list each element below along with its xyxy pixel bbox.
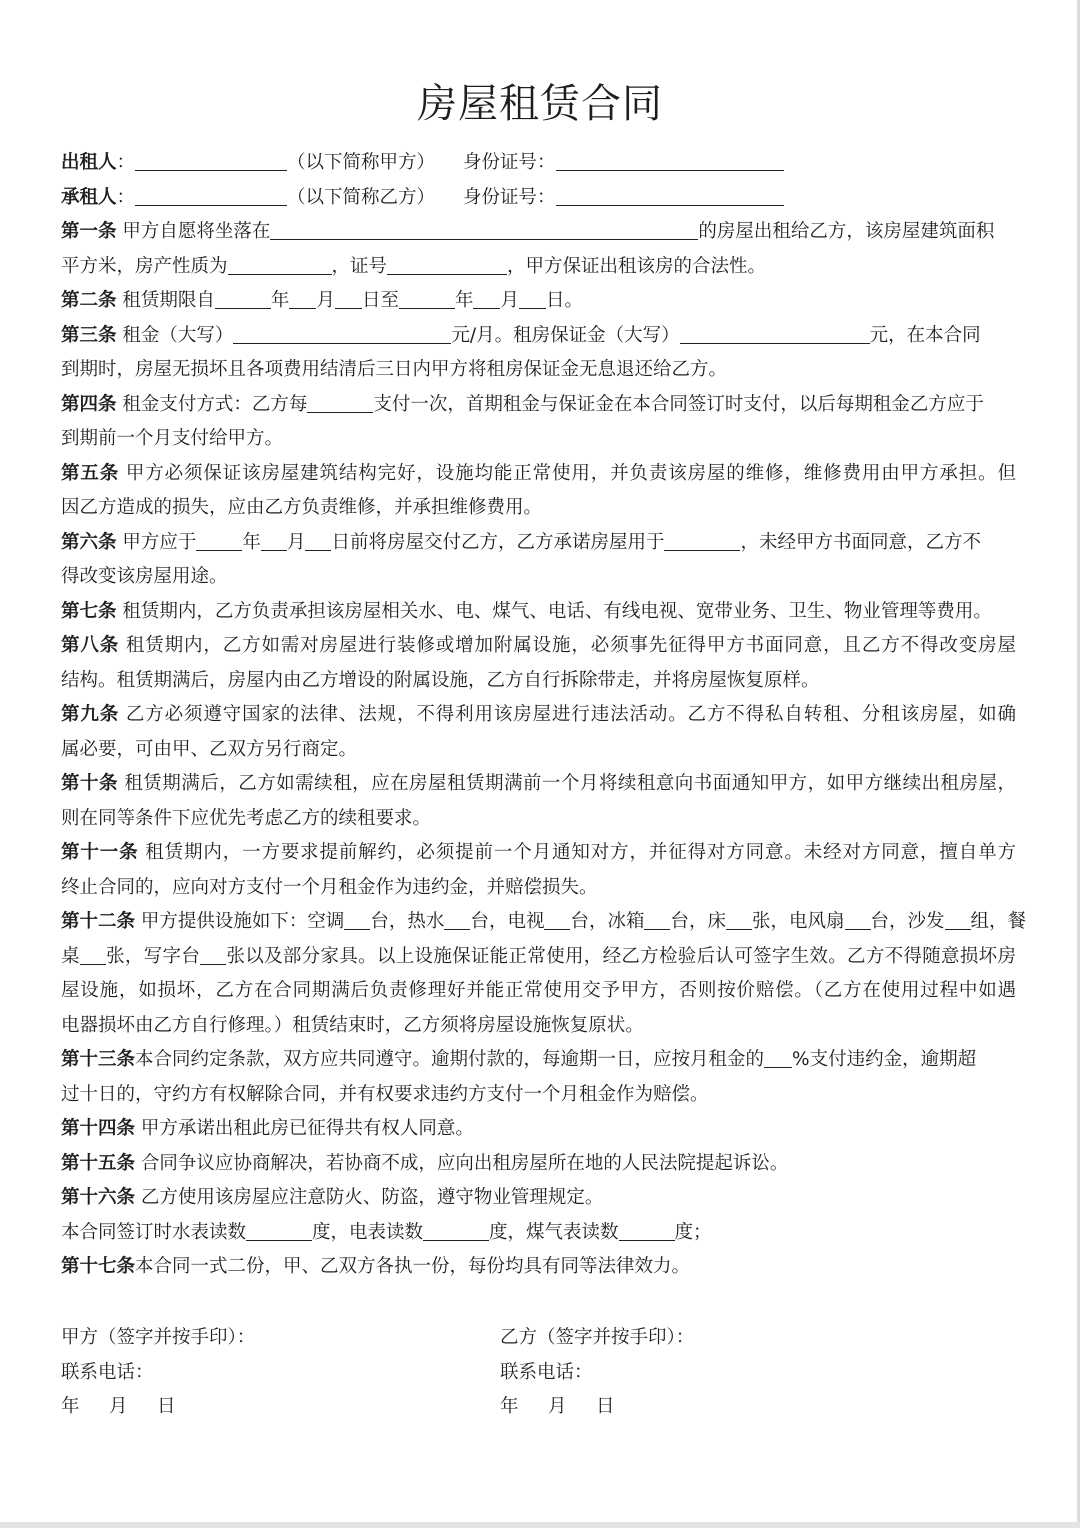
handover-year-blank[interactable] bbox=[196, 527, 242, 551]
lessor-label: 出租人 bbox=[61, 152, 117, 173]
article-5-label: 第五条 bbox=[61, 462, 120, 484]
article-text: 张，电风扇 bbox=[751, 911, 845, 932]
article-text: 桌 bbox=[61, 945, 80, 967]
article-text: 年 bbox=[454, 290, 474, 311]
payment-period-blank[interactable] bbox=[307, 389, 373, 413]
article-6-line-1 bbox=[61, 526, 1016, 561]
article-text: 到期时，房屋无损坏且各项费用结清后三日内甲方将租房保证金无息退还给乙方。 bbox=[61, 359, 728, 380]
water-meter-blank[interactable] bbox=[246, 1217, 312, 1241]
article-12-line-2 bbox=[61, 940, 1016, 975]
article-4-line-1 bbox=[61, 388, 1016, 423]
article-4-label: 第四条 bbox=[61, 393, 117, 415]
article-13-label: 第十三条 bbox=[61, 1049, 136, 1070]
date-year: 年 bbox=[61, 1396, 80, 1417]
date-month: 月 bbox=[109, 1396, 128, 1417]
article-text: 租金支付方式：乙方每 bbox=[122, 393, 308, 415]
article-text: 甲方应于 bbox=[122, 531, 197, 553]
penalty-percent-blank[interactable] bbox=[764, 1044, 792, 1068]
article-text: 乙方必须遵守国家的法律、法规，不得利用该房屋进行违法活动。乙方不得私自转租、分租该房屋，如确 bbox=[125, 704, 1016, 725]
property-nature-blank[interactable] bbox=[228, 251, 332, 275]
article-text: 租赁期内，乙方负责承担该房屋相关水、电、煤气、电话、有线电视、宽带业务、卫生、物业管理等费用。 bbox=[122, 600, 992, 622]
party-b-signature-block bbox=[500, 1321, 694, 1425]
article-text: 合同争议应协商解决，若协商不成，应向出租房屋所在地的人民法院提起诉讼。 bbox=[140, 1152, 789, 1174]
article-9-line-2 bbox=[61, 733, 1016, 768]
party-b-sign-label[interactable]: 乙方（签字并按手印）： bbox=[500, 1327, 695, 1348]
desk-count-blank[interactable] bbox=[200, 941, 226, 965]
article-text: 本合同一式二份，甲、乙双方各执一份，每份均具有同等法律效力。 bbox=[135, 1256, 691, 1277]
lessor-id-label: 身份证号： bbox=[463, 152, 556, 173]
party-a-phone-label[interactable]: 联系电话： bbox=[61, 1361, 154, 1383]
article-text: 的房屋出租给乙方，该房屋建筑面积 bbox=[698, 221, 995, 242]
lessee-name-blank[interactable] bbox=[135, 182, 287, 206]
article-text: 则在同等条件下应优先考虑乙方的续租要求。 bbox=[61, 807, 432, 829]
article-10-line-1 bbox=[61, 767, 1016, 802]
article-4-line-2 bbox=[61, 422, 1016, 457]
article-text: 甲方必须保证该房屋建筑结构完好，设施均能正常使用，并负责该房屋的维修，维修费用由甲方承担。但 bbox=[125, 462, 1016, 484]
article-11-line-1 bbox=[61, 836, 1016, 871]
article-2-label: 第二条 bbox=[61, 290, 117, 311]
article-text: 台，热水 bbox=[370, 911, 445, 932]
meter-readings-line bbox=[61, 1216, 1016, 1251]
rent-amount-blank[interactable] bbox=[233, 320, 451, 344]
bed-count-blank[interactable] bbox=[726, 906, 752, 930]
article-text: 元，在本合同 bbox=[869, 324, 981, 346]
article-14-label: 第十四条 bbox=[61, 1118, 136, 1139]
party-b-phone-label[interactable]: 联系电话： bbox=[500, 1361, 593, 1383]
article-text: %支付违约金，逾期超 bbox=[792, 1049, 977, 1070]
article-text: 租赁期满后，乙方如需续租，应在房屋租赁期满前一个月将续租意向书面通知甲方，如甲方继续出租房屋， bbox=[124, 773, 1016, 794]
article-text: 终止合同的，应向对方支付一个月租金作为违约金，并赔偿损失。 bbox=[61, 876, 598, 898]
party-a-date[interactable] bbox=[61, 1390, 255, 1425]
article-text: 租赁期内，乙方如需对房屋进行装修或增加附属设施，必须事先征得甲方书面同意，且乙方不得改变房屋 bbox=[125, 635, 1016, 656]
article-7-line-1 bbox=[61, 595, 1016, 630]
article-text: 张，写字台 bbox=[105, 945, 201, 967]
article-text: 度，煤气表读数 bbox=[489, 1221, 619, 1243]
document-title: 房屋租赁合同 bbox=[417, 81, 663, 127]
date-day: 日 bbox=[157, 1396, 176, 1417]
lessor-colon: ： bbox=[116, 152, 136, 173]
article-2-line-1 bbox=[61, 284, 1016, 319]
lessee-label: 承租人 bbox=[61, 186, 117, 208]
deposit-amount-blank[interactable] bbox=[680, 320, 870, 344]
article-5-line-2 bbox=[61, 491, 1016, 526]
article-text: 日前将房屋交付乙方，乙方承诺房屋用于 bbox=[331, 531, 665, 553]
gas-meter-blank[interactable] bbox=[619, 1217, 675, 1241]
article-16-line-1 bbox=[61, 1181, 1016, 1216]
article-13-line-1 bbox=[61, 1043, 1016, 1078]
lessor-id-blank[interactable] bbox=[556, 147, 784, 171]
article-text: 因乙方造成的损失，应由乙方负责维修，并承担维修费用。 bbox=[61, 497, 543, 518]
lease-end-year-blank[interactable] bbox=[399, 285, 455, 309]
article-text: 屋设施，如损坏，乙方在合同期满后负责修理好并能正常使用交予甲方，否则按价赔偿。（乙方在使用过程中如遇 bbox=[61, 980, 1016, 1001]
article-text: 日。 bbox=[546, 290, 584, 311]
article-text: ，证号 bbox=[331, 255, 388, 277]
article-8-label: 第八条 bbox=[61, 635, 120, 656]
article-text: 电器损坏由乙方自行修理。）租赁结束时，乙方须将房屋设施恢复原状。 bbox=[61, 1014, 644, 1036]
lease-end-day-blank[interactable] bbox=[519, 285, 546, 309]
article-8-line-1 bbox=[61, 629, 1016, 664]
handover-day-blank[interactable] bbox=[305, 527, 331, 551]
article-text: 本合同约定条款，双方应共同遵守。逾期付款的，每逾期一日，应按月租金的 bbox=[135, 1049, 765, 1070]
article-text: 租赁期限自 bbox=[122, 290, 215, 311]
article-15-line-1 bbox=[61, 1147, 1016, 1182]
article-16-label: 第十六条 bbox=[61, 1187, 136, 1208]
article-text: 组，餐 bbox=[970, 911, 1027, 932]
article-text: 张以及部分家具。以上设施保证能正常使用，经乙方检验后认可签字生效。乙方不得随意损坏房 bbox=[226, 945, 1016, 967]
article-text: 本合同签订时水表读数 bbox=[61, 1221, 247, 1243]
contract-body bbox=[61, 146, 1027, 1285]
party-b-date[interactable] bbox=[500, 1390, 694, 1425]
article-text: 得改变该房屋用途。 bbox=[61, 566, 228, 587]
article-text: 过十日的，守约方有权解除合同，并有权要求违约方支付一个月租金作为赔偿。 bbox=[61, 1083, 709, 1105]
article-text: ，未经甲方书面同意，乙方不 bbox=[740, 531, 981, 553]
article-text: 结构。租赁期满后，房屋内由乙方增设的附属设施，乙方自行拆除带走，并将房屋恢复原样。 bbox=[61, 669, 820, 691]
article-text: 台，冰箱 bbox=[570, 911, 645, 932]
article-9-line-1 bbox=[61, 698, 1016, 733]
article-17-label: 第十七条 bbox=[61, 1256, 136, 1277]
article-text: 甲方提供设施如下：空调 bbox=[140, 911, 345, 932]
date-month: 月 bbox=[548, 1396, 567, 1417]
electric-meter-blank[interactable] bbox=[423, 1217, 489, 1241]
article-text: 甲方自愿将坐落在 bbox=[122, 221, 271, 242]
lessor-line bbox=[61, 146, 1016, 181]
article-13-line-2 bbox=[61, 1078, 1016, 1113]
article-text: 元/月。租房保证金（大写） bbox=[451, 324, 680, 346]
article-12-line-4 bbox=[61, 1009, 1016, 1044]
article-15-label: 第十五条 bbox=[61, 1152, 136, 1174]
fan-count-blank[interactable] bbox=[845, 906, 871, 930]
page-edge-bottom bbox=[0, 1522, 1080, 1528]
article-12-line-1 bbox=[61, 905, 1027, 940]
article-text: ，甲方保证出租该房的合法性。 bbox=[507, 255, 767, 277]
party-a-signature-block bbox=[61, 1321, 255, 1425]
property-address-blank[interactable] bbox=[270, 216, 698, 240]
article-1-line-2 bbox=[61, 250, 1016, 285]
article-text: 月 bbox=[316, 290, 335, 311]
article-3-line-2 bbox=[61, 353, 1016, 388]
article-17-line-1 bbox=[61, 1250, 1016, 1285]
article-9-label: 第九条 bbox=[61, 704, 120, 725]
lessee-id-label: 身份证号： bbox=[463, 186, 556, 208]
article-text: 月 bbox=[500, 290, 519, 311]
article-5-line-1 bbox=[61, 457, 1016, 492]
handover-month-blank[interactable] bbox=[261, 527, 287, 551]
article-3-line-1 bbox=[61, 319, 1016, 354]
article-text: 台，床 bbox=[670, 911, 726, 932]
article-text: 到期前一个月支付给甲方。 bbox=[61, 428, 284, 449]
article-10-label: 第十条 bbox=[61, 773, 118, 794]
lessee-colon: ： bbox=[116, 186, 136, 208]
fridge-count-blank[interactable] bbox=[644, 906, 670, 930]
article-text: 日至 bbox=[361, 290, 399, 311]
article-text: 租赁期内，一方要求提前解约，必须提前一个月通知对方，并征得对方同意。未经对方同意，擅自单方 bbox=[145, 842, 1016, 863]
article-text: 月 bbox=[286, 531, 306, 553]
article-text: 属必要，可由甲、乙双方另行商定。 bbox=[61, 738, 358, 760]
article-text: 租金（大写） bbox=[122, 324, 234, 346]
article-text: 支付一次，首期租金与保证金在本合同签订时支付，以后每期租金乙方应于 bbox=[373, 393, 984, 415]
article-7-label: 第七条 bbox=[61, 600, 117, 622]
ac-count-blank[interactable] bbox=[344, 906, 370, 930]
article-text: 年 bbox=[242, 531, 261, 553]
article-6-label: 第六条 bbox=[61, 531, 117, 553]
lessor-name-blank[interactable] bbox=[135, 147, 287, 171]
article-11-line-2 bbox=[61, 871, 1016, 906]
lease-start-month-blank[interactable] bbox=[289, 285, 316, 309]
certificate-number-blank[interactable] bbox=[387, 251, 507, 275]
lease-start-day-blank[interactable] bbox=[335, 285, 362, 309]
article-14-line-1 bbox=[61, 1112, 1016, 1147]
dining-table-count-blank[interactable] bbox=[80, 941, 106, 965]
article-text: 平方米，房产性质为 bbox=[61, 255, 228, 277]
article-text: 年 bbox=[270, 290, 290, 311]
article-12-line-3 bbox=[61, 974, 1016, 1009]
lessee-id-blank[interactable] bbox=[556, 182, 784, 206]
tv-count-blank[interactable] bbox=[544, 906, 570, 930]
article-8-line-2 bbox=[61, 664, 1016, 699]
article-text: 度； bbox=[674, 1221, 712, 1243]
party-a-sign-label[interactable]: 甲方（签字并按手印）： bbox=[61, 1327, 256, 1348]
article-3-label: 第三条 bbox=[61, 324, 117, 346]
article-10-line-2 bbox=[61, 802, 1016, 837]
article-12-label: 第十二条 bbox=[61, 911, 136, 932]
article-1-label: 第一条 bbox=[61, 221, 117, 242]
lessor-alias: （以下简称甲方） bbox=[287, 152, 436, 173]
sofa-count-blank[interactable] bbox=[945, 906, 971, 930]
article-1-line-1 bbox=[61, 215, 1016, 250]
date-day: 日 bbox=[596, 1396, 615, 1417]
article-11-label: 第十一条 bbox=[61, 842, 139, 863]
article-text: 度，电表读数 bbox=[312, 1221, 424, 1243]
lessee-alias: （以下简称乙方） bbox=[287, 186, 436, 208]
house-usage-blank[interactable] bbox=[664, 527, 740, 551]
lease-start-year-blank[interactable] bbox=[215, 285, 271, 309]
article-text: 乙方使用该房屋应注意防火、防盗，遵守物业管理规定。 bbox=[140, 1187, 604, 1208]
article-text: 甲方承诺出租此房已征得共有权人同意。 bbox=[140, 1118, 474, 1139]
water-heater-count-blank[interactable] bbox=[444, 906, 470, 930]
date-year: 年 bbox=[500, 1396, 519, 1417]
lease-end-month-blank[interactable] bbox=[473, 285, 500, 309]
article-text: 台，沙发 bbox=[870, 911, 945, 932]
article-text: 台，电视 bbox=[470, 911, 545, 932]
lessee-line bbox=[61, 181, 1016, 216]
article-6-line-2 bbox=[61, 560, 1016, 595]
